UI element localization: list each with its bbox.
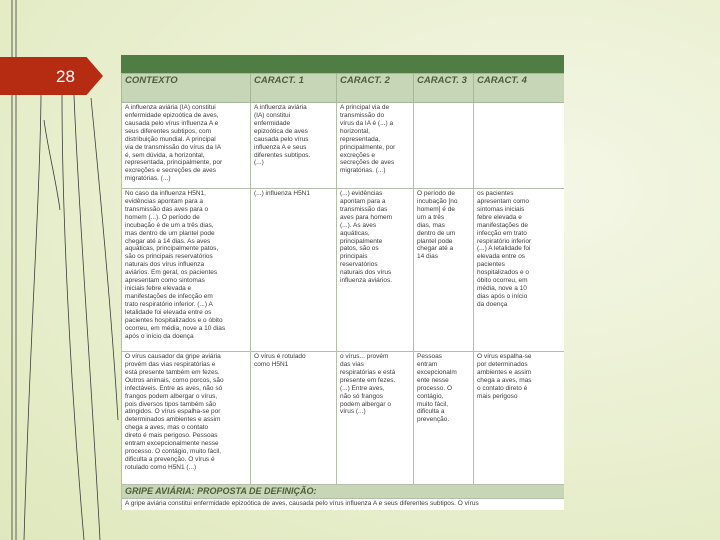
table-cell: O período de incubação [no homem] é de um a três dias, mas dentro de um plantel pode chegar até a 14 dias (414, 189, 474, 352)
document-image (121, 55, 564, 510)
table-cell: o vírus... provém das vias respiratórias e está presente em fezes. (...) Entre aves, não só frangos podem albergar o vírus (...) (337, 352, 414, 485)
comparison-table (121, 73, 564, 510)
slide-number: 28 (56, 67, 75, 86)
table-cell: Pessoas entram excepcionalm ente nesse processo. O contágio, muito fácil, dificulta a prevenção. (414, 352, 474, 485)
table-cell: A influenza aviária (IA) constitui enfermidade epizoótica de aves, causada pelo vírus influenza A e seus diferentes subtipos, com distribuição mundial. A principal via de transmissão do vírus da IA é, sem dúvida, a horizontal, representada, principalmente, por excreções e secreções de aves migratórias. (...) (122, 103, 251, 189)
proposal-text: A gripe aviária constitui enfermidade epizoótica de aves, causada pelo vírus influenza A e seus diferentes subtipos. O vírus (122, 498, 565, 510)
table-header-row (122, 74, 565, 103)
header-contexto: CONTEXTO (122, 74, 251, 103)
proposal-header-row (122, 485, 565, 499)
table-cell (474, 103, 565, 189)
header-caract-3: CARACT. 3 (414, 74, 474, 103)
table-cell: No caso da influenza H5N1, evidências apontam para a transmissão das aves para o homem (...). O período de incubação é de um a três dias, mas dentro de um plantel pode chegar até a 14 dias. As aves aquáticas, principalmente patos, são os principais reservatórios naturais dos vírus influenza aviários. Em geral, os pacientes apresentam como sintomas iniciais febre elevada e manifestações de infecção em trato respiratório inferior. (...) A letalidade foi elevada entre os pacientes hospitalizados e o óbito ocorreu, em média, nove a 10 dias após o início da doença (122, 189, 251, 352)
table-cell: (...) influenza H5N1 (251, 189, 337, 352)
proposal-text-row (122, 498, 565, 510)
table-cell: O vírus causador da gripe aviária provém das vias respiratórias e está presente também em fezes. Outros animais, como porcos, são infectáveis. Entre as aves, não só frangos podem albergar o vírus, pois diversos tipos também são atingidos. O vírus espalha-se por determinados ambientes e assim chega a aves, mas o contato direto é mais perigoso. Pessoas entram excepcionalmente nesse processo. O contágio, muito fácil, dificulta a prevenção. O vírus é rotulado como H5N1 (...) (122, 352, 251, 485)
table-cell: A influenza aviária (IA) constitui enfermidade epizoótica de aves causada pelo vírus influenza A e seus diferentes subtipos. (...) (251, 103, 337, 189)
header-caract-1: CARACT. 1 (251, 74, 337, 103)
table-cell (414, 103, 474, 189)
table-cell: A principal via de transmissão do vírus da IA é (...) a horizontal, representada, principalmente, por excreções e secreções de aves migratórias. (...) (337, 103, 414, 189)
proposal-title: GRIPE AVIÁRIA: PROPOSTA DE DEFINIÇÃO: (122, 485, 565, 499)
table-row (122, 189, 565, 352)
table-cell: (...) evidências apontam para a transmissão das aves para homem (...). As aves aquáticas, principalmente patos, são os principais reservatórios naturais dos vírus influenza aviários. (337, 189, 414, 352)
header-caract-2: CARACT. 2 (337, 74, 414, 103)
header-caract-4: CARACT. 4 (474, 74, 565, 103)
table-cell: os pacientes apresentam como sintomas iniciais febre elevada e manifestações de infecção em trato respiratório inferior (...) A letalidade foi elevada entre os pacientes hospitalizados e o óbito ocorreu, em média, nove a 10 dias após o início da doença (474, 189, 565, 352)
slide-number-tab (0, 57, 103, 95)
table-cell: O vírus espalha-se por determinados ambientes e assim chega a aves, mas o contato direto é mais perigoso (474, 352, 565, 485)
table-row (122, 352, 565, 485)
document-header-bar (121, 55, 564, 73)
table-cell: O vírus é rotulado como H5N1 (251, 352, 337, 485)
table-row (122, 103, 565, 189)
